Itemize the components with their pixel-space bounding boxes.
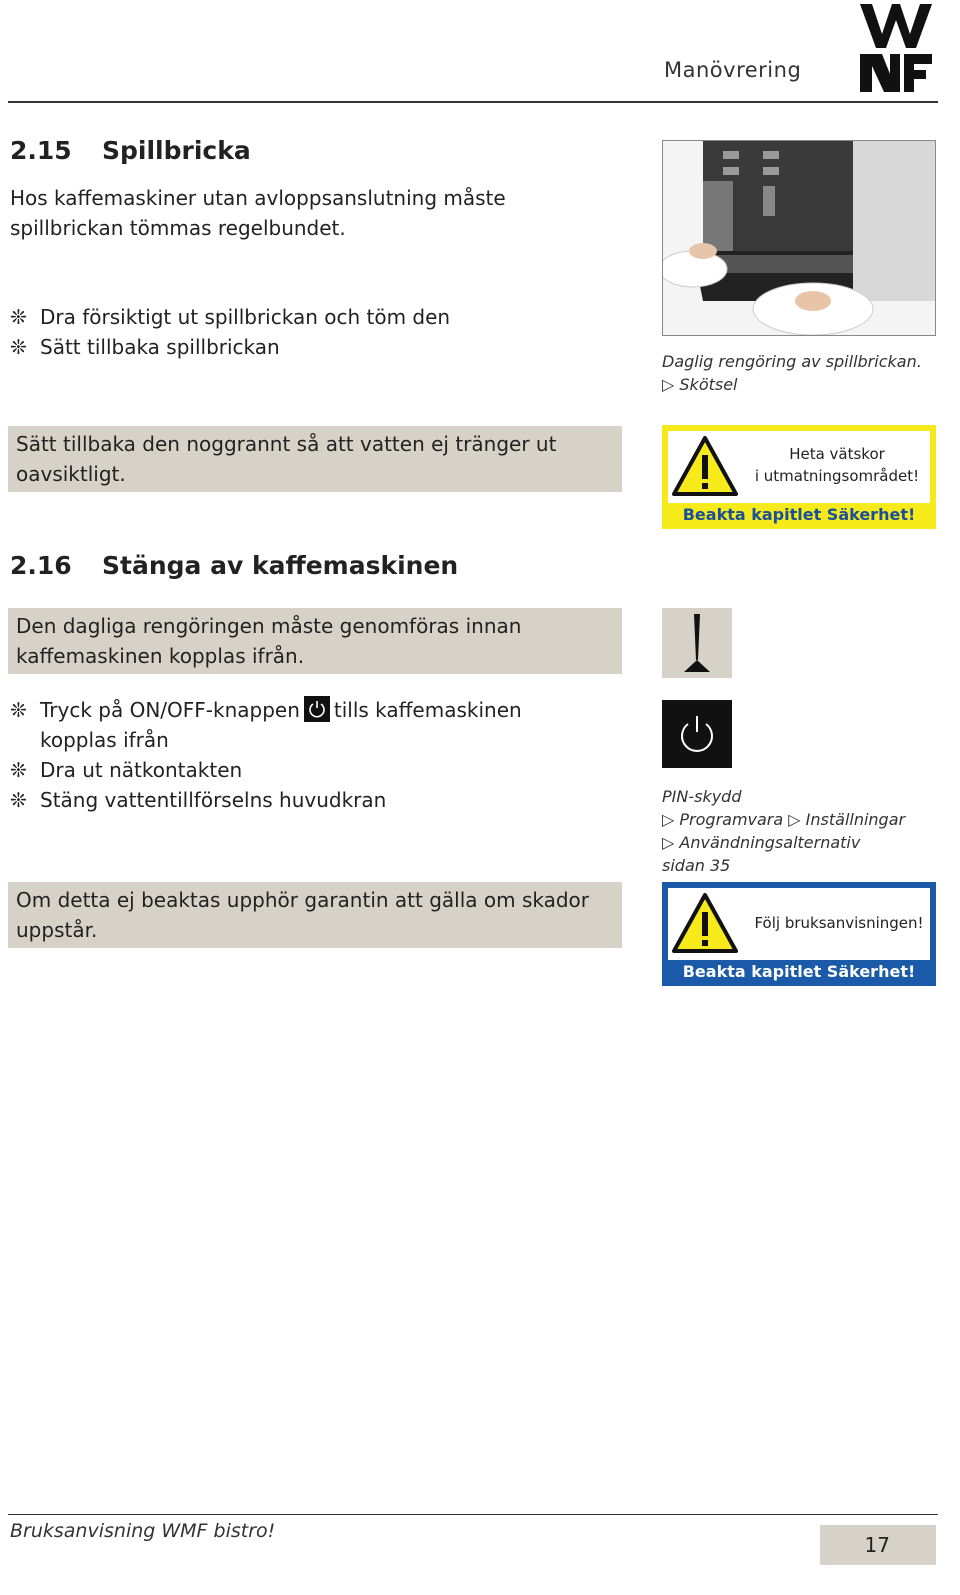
link-skotsel[interactable]: ▷ Skötsel <box>662 375 738 394</box>
warning-footer: Beakta kapitlet Säkerhet! <box>682 962 916 981</box>
pin-caption: PIN-skydd ▷ Programvara ▷ Inställningar ▷ Användningsalternativ sidan 35 <box>662 787 906 875</box>
link-programvara[interactable]: ▷ Programvara ▷ Inställningar <box>662 810 906 829</box>
warning-triangle-icon <box>672 435 738 497</box>
warning-text: Heta vätskor <box>789 445 885 463</box>
list-item-continuation: kopplas ifrån <box>40 728 169 752</box>
section-heading-215: 2.15 Spillbricka <box>10 136 251 165</box>
list-item: ❊ Dra försiktigt ut spillbrickan och töm den <box>10 302 450 332</box>
bullet-star-icon: ❊ <box>10 698 27 722</box>
warning-text: i utmatningsområdet! <box>754 467 920 485</box>
header-title: Manövrering <box>664 58 802 82</box>
list-item: ❊ Sätt tillbaka spillbrickan <box>10 332 280 362</box>
note-box: Om detta ej beaktas upphör garantin att gälla om skador uppstår. <box>8 882 622 948</box>
list-item: ❊ Tryck på ON/OFF-knappen tills kaffemaskinen <box>10 695 522 725</box>
page-number: 17 <box>864 1533 890 1557</box>
section-heading-216: 2.16 Stänga av kaffemaskinen <box>10 551 459 580</box>
bullet-star-icon: ❊ <box>10 305 27 329</box>
warning-hot-liquids <box>662 425 936 529</box>
warning-footer: Beakta kapitlet Säkerhet! <box>682 505 916 524</box>
list-item: ❊ Dra ut nätkontakten <box>10 755 242 785</box>
page-number-box <box>820 1525 936 1565</box>
footer-rule <box>8 1514 938 1515</box>
footer-manual-title: Bruksanvisning WMF bistro! <box>10 1520 276 1542</box>
photo-caption: Daglig rengöring av spillbrickan. ▷ Skötsel <box>662 352 922 394</box>
section-215-intro: Hos kaffemaskiner utan avloppsanslutning måste spillbrickan tömmas regelbundet. <box>10 186 506 240</box>
warning-text: Följ bruksanvisningen! <box>754 914 924 932</box>
note-box: Den dagliga rengöringen måste genomföras innan kaffemaskinen kopplas ifrån. <box>8 608 622 674</box>
note-box: Sätt tillbaka den noggrannt så att vatten ej tränger ut oavsiktligt. <box>8 426 622 492</box>
power-icon <box>662 700 732 768</box>
drip-tray-photo <box>662 140 936 336</box>
warning-follow-manual <box>662 882 936 986</box>
link-anvandningsalternativ[interactable]: ▷ Användningsalternativ <box>662 833 861 852</box>
header-rule <box>8 101 938 103</box>
bullet-star-icon: ❊ <box>10 335 27 359</box>
list-item: ❊ Stäng vattentillförselns huvudkran <box>10 785 386 815</box>
wmf-logo-icon <box>860 4 932 92</box>
exclamation-icon <box>662 608 732 678</box>
warning-triangle-icon <box>672 892 738 954</box>
bullet-star-icon: ❊ <box>10 758 27 782</box>
bullet-star-icon: ❊ <box>10 788 27 812</box>
power-icon <box>304 696 330 722</box>
